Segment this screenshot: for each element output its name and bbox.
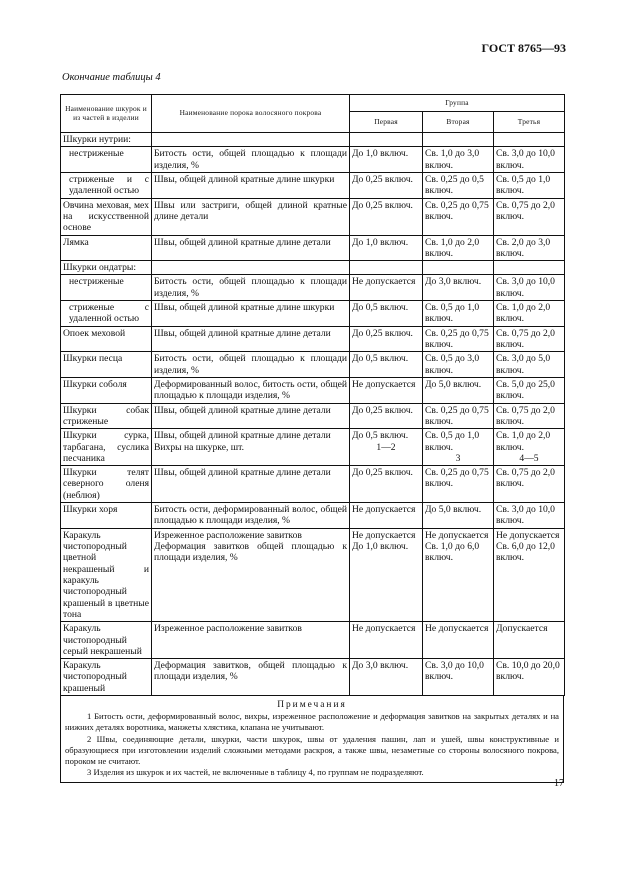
cell-group-second-text: Св. 0,25 до 0,75 включ. (425, 467, 489, 490)
cell-group-second-text: Св. 0,25 до 0,5 включ. (425, 173, 484, 197)
cell-group-second (423, 147, 494, 173)
cell-defect-text: Швы или застриги, общей длиной кратные длине детали (154, 199, 347, 222)
table-row (61, 622, 565, 659)
table-row (61, 275, 565, 301)
cell-part (61, 659, 152, 696)
cell-group-third (494, 172, 565, 198)
cell-group-third (494, 503, 565, 529)
cell-part-text: Шкурки сурка, тарбагана, суслика песчаника (63, 430, 149, 464)
cell-group-third (494, 301, 565, 327)
cell-group-third (494, 133, 565, 147)
cell-group-third (494, 429, 565, 466)
cell-defect (152, 301, 350, 327)
cell-part (61, 133, 152, 147)
cell-group-third (494, 528, 565, 622)
cell-defect-text: Швы, общей длиной кратные длине детали (154, 404, 331, 416)
cell-defect (152, 403, 350, 429)
cell-group-third (494, 377, 565, 403)
cell-group-second-text: Св. 0,5 до 1,0 включ. (425, 430, 480, 453)
cell-part (61, 377, 152, 403)
cell-group-second-text: До 5,0 включ. (425, 378, 482, 390)
cell-group-first (350, 466, 423, 503)
cell-group-second (423, 261, 494, 275)
cell-group-first (350, 172, 423, 198)
cell-group-third-text: Св. 0,75 до 2,0 включ. (496, 327, 555, 350)
cell-defect-text: Швы, общей длиной кратные длине детали (154, 327, 331, 339)
cell-group-first (350, 147, 423, 173)
cell-group-first-text: До 1,0 включ. (352, 236, 409, 248)
cell-group-first (350, 352, 423, 378)
cell-group-first-text: До 0,25 включ. (352, 404, 413, 416)
cell-part (61, 528, 152, 622)
note-item: 1 Битость ости, деформированный волос, вихры, изреженное расположение и деформация завитков на закрытых деталях и на нижних деталях воротника, манжеты хлястика, клапана не учитывают. (65, 711, 559, 733)
cell-part (61, 275, 152, 301)
table-row (61, 528, 565, 622)
table-row (61, 326, 565, 352)
cell-defect (152, 133, 350, 147)
cell-group-first (350, 659, 423, 696)
cell-group-first-text: До 1,0 включ. (352, 148, 409, 160)
cell-group-second-text: Св. 0,5 до 3,0 включ. (425, 353, 480, 376)
cell-group-first-text: До 0,25 включ. (352, 173, 413, 185)
cell-group-first-text: До 0,5 включ. (352, 353, 409, 365)
cell-group-first (350, 301, 423, 327)
cell-group-second-text-2: 3 (455, 452, 461, 464)
cell-group-second-text: Св. 3,0 до 10,0 включ. (425, 660, 484, 683)
cell-group-second-text: Св. 1,0 до 3,0 включ. (425, 148, 480, 171)
table-row (61, 172, 565, 198)
cell-defect-text: Битость ости, общей площадью к площади изделия, % (154, 276, 347, 299)
cell-defect-text: Швы, общей длиной кратные длине детали (154, 430, 331, 442)
cell-group-second (423, 275, 494, 301)
cell-defect (152, 466, 350, 503)
cell-defect-text: Швы, общей длиной кратные длине детали (154, 236, 331, 248)
cell-part-text: Шкурки хоря (63, 504, 118, 516)
cell-part (61, 403, 152, 429)
col-header-group: Группа (350, 95, 565, 112)
cell-group-first-text: До 0,25 включ. (352, 199, 413, 211)
cell-group-first (350, 235, 423, 261)
cell-part (61, 235, 152, 261)
cell-defect-text: Швы, общей длиной кратные длине шкурки (154, 173, 335, 185)
cell-defect-text-2: Вихры на шкурке, шт. (154, 441, 245, 453)
cell-group-third-text: Св. 5,0 до 25,0 включ. (496, 378, 555, 402)
cell-part-text: нестриженые (69, 276, 124, 288)
cell-part-text: Шкурки нутрии: (63, 134, 131, 145)
cell-part-text: стриженые и с удаленной остью (69, 173, 149, 197)
cell-defect (152, 429, 350, 466)
cell-defect-text: Изреженное расположение завитков (154, 529, 302, 541)
cell-group-first (350, 326, 423, 352)
page-number: 17 (554, 778, 564, 789)
cell-group-first-text: До 3,0 включ. (352, 660, 409, 672)
table-row (61, 147, 565, 173)
cell-group-first (350, 622, 423, 659)
cell-group-third-text: Св. 1,0 до 2,0 включ. (496, 302, 551, 325)
cell-part-text: Каракуль чистопородный цветной некрашеный и каракуль чистопородный крашеный в цветные тона (63, 529, 149, 620)
cell-group-second (423, 301, 494, 327)
cell-defect (152, 352, 350, 378)
table-row (61, 377, 565, 403)
cell-defect (152, 235, 350, 261)
cell-part-text: Каракуль чистопородный крашеный (63, 660, 127, 694)
cell-defect (152, 172, 350, 198)
cell-part-text: Лямка (63, 236, 89, 248)
cell-group-second (423, 403, 494, 429)
cell-group-third-text: Допускается (496, 623, 548, 635)
cell-group-first (350, 403, 423, 429)
cell-defect-text: Битость ости, общей площадью к площади изделия, % (154, 353, 347, 376)
table-row (61, 659, 565, 696)
cell-group-first-text-2: 1—2 (376, 441, 396, 453)
table-row (61, 429, 565, 466)
cell-group-first (350, 503, 423, 529)
cell-part (61, 198, 152, 235)
cell-group-second-text: До 5,0 включ. (425, 504, 482, 516)
cell-defect-text: Деформированный волос, битость ости, общей площадью к площади изделия, % (154, 378, 347, 402)
cell-group-third (494, 352, 565, 378)
cell-group-first (350, 275, 423, 301)
cell-part-text: стриженые с удаленной остью (69, 302, 149, 325)
cell-defect (152, 147, 350, 173)
cell-group-first-text: До 0,25 включ. (352, 327, 413, 339)
cell-group-third (494, 466, 565, 503)
cell-group-third-text: Св. 10,0 до 20,0 включ. (496, 660, 560, 683)
cell-defect (152, 503, 350, 529)
cell-group-third-text: Св. 3,0 до 10,0 включ. (496, 276, 555, 299)
col-header-part: Наименование шкурок и из частей в изделии (61, 95, 152, 133)
cell-group-second (423, 377, 494, 403)
table-row (61, 466, 565, 503)
notes-block (60, 696, 564, 783)
col-header-second: Вторая (423, 112, 494, 133)
cell-group-first (350, 133, 423, 147)
col-header-third: Третья (494, 112, 565, 133)
table-row (61, 352, 565, 378)
cell-group-second (423, 172, 494, 198)
cell-group-third (494, 147, 565, 173)
cell-defect-text: Швы, общей длиной кратные длине шкурки (154, 302, 335, 314)
cell-defect (152, 659, 350, 696)
cell-group-third (494, 261, 565, 275)
cell-group-third-text-2: Св. 6,0 до 12,0 включ. (496, 541, 555, 564)
cell-part-text: нестриженые (69, 148, 124, 160)
cell-defect (152, 377, 350, 403)
cell-part (61, 147, 152, 173)
cell-group-first-text: До 0,5 включ. (352, 302, 409, 314)
table-row (61, 403, 565, 429)
cell-group-first-text: Не допускается (352, 529, 416, 541)
cell-group-second-text: До 3,0 включ. (425, 276, 482, 288)
cell-group-third-text: Св. 3,0 до 5,0 включ. (496, 353, 551, 376)
cell-group-first-text: Не допускается (352, 623, 416, 635)
cell-part (61, 429, 152, 466)
table-body (61, 133, 565, 696)
defects-table (60, 94, 565, 696)
cell-group-third (494, 326, 565, 352)
cell-group-third (494, 275, 565, 301)
cell-group-second (423, 198, 494, 235)
cell-part-text: Шкурки собак стриженые (63, 404, 149, 427)
cell-defect-text: Деформация завитков, общей площадью к площади изделия, % (154, 660, 347, 683)
cell-defect (152, 622, 350, 659)
cell-group-second (423, 503, 494, 529)
cell-group-second (423, 235, 494, 261)
cell-group-third-text: Св. 3,0 до 10,0 включ. (496, 504, 555, 527)
cell-group-second-text: Св. 0,25 до 0,75 включ. (425, 404, 489, 427)
cell-part-text: Овчина меховая, мех на искусственной основе (63, 199, 149, 234)
cell-group-second (423, 133, 494, 147)
cell-group-second-text: Св. 0,25 до 0,75 включ. (425, 327, 489, 350)
table-row (61, 133, 565, 147)
cell-group-third (494, 659, 565, 696)
cell-group-second (423, 352, 494, 378)
cell-part (61, 301, 152, 327)
note-item: 2 Швы, соединяющие детали, шкурки, части шкурок, швы от удаления пашин, лап и ушей, швы конструктивные и образующиеся при изготовлении изделий сложными методами раскроя, а также швы, незаметные со стороны волосяного покрова, пороком не считают. (65, 733, 559, 766)
table-row (61, 198, 565, 235)
cell-group-third (494, 235, 565, 261)
cell-group-first-text: До 0,25 включ. (352, 467, 413, 479)
cell-group-second-text: Св. 1,0 до 2,0 включ. (425, 236, 480, 259)
cell-part-text: Шкурки телят северного оленя (неблюя) (63, 467, 149, 501)
cell-part (61, 352, 152, 378)
table-row (61, 301, 565, 327)
cell-group-first (350, 377, 423, 403)
cell-part (61, 261, 152, 275)
cell-part (61, 326, 152, 352)
cell-group-second-text: Не допускается (425, 623, 489, 635)
cell-group-third (494, 198, 565, 235)
cell-group-second (423, 622, 494, 659)
cell-part (61, 466, 152, 503)
cell-group-second (423, 528, 494, 622)
cell-group-third-text: Св. 2,0 до 3,0 включ. (496, 236, 551, 259)
cell-part (61, 503, 152, 529)
cell-part-text: Каракуль чистопородный серый некрашеный (63, 623, 142, 657)
cell-defect (152, 198, 350, 235)
cell-group-third (494, 403, 565, 429)
cell-group-second-text: Св. 0,5 до 1,0 включ. (425, 302, 480, 325)
cell-group-third (494, 622, 565, 659)
notes-title: Примечания (277, 700, 347, 710)
cell-part-text: Шкурки песца (63, 353, 123, 365)
cell-defect-text: Битость ости, деформированный волос, общей площадью к площади изделия, % (154, 504, 347, 527)
cell-group-third-text: Св. 0,75 до 2,0 включ. (496, 404, 555, 427)
cell-group-first-text: Не допускается (352, 276, 416, 288)
table-row (61, 503, 565, 529)
cell-defect-text-2: Деформация завитков общей площадью к площади изделия, % (154, 541, 347, 564)
col-header-defect: Наименование порока волосяного покрова (152, 95, 350, 133)
note-item: 3 Изделия из шкурок и их частей, не включенные в таблицу 4, по группам не подразделяют. (87, 767, 424, 778)
cell-group-first (350, 261, 423, 275)
cell-group-third-text: Св. 0,5 до 1,0 включ. (496, 173, 551, 197)
cell-defect (152, 275, 350, 301)
cell-group-third-text: Св. 1,0 до 2,0 включ. (496, 430, 551, 453)
cell-part-text: Шкурки ондатры: (63, 262, 137, 274)
cell-part (61, 622, 152, 659)
cell-part (61, 172, 152, 198)
cell-group-third-text: Св. 3,0 до 10,0 включ. (496, 148, 555, 171)
cell-group-first (350, 528, 423, 622)
cell-group-first-text: Не допускается (352, 378, 416, 390)
cell-group-second (423, 326, 494, 352)
cell-group-third-text: Не допускается (496, 529, 560, 541)
cell-defect (152, 261, 350, 275)
cell-defect-text: Изреженное расположение завитков (154, 623, 302, 635)
cell-group-third-text: Св. 0,75 до 2,0 включ. (496, 467, 555, 490)
cell-group-first (350, 429, 423, 466)
table-row (61, 235, 565, 261)
standard-number: ГОСТ 8765—93 (481, 41, 566, 55)
cell-part-text: Шкурки соболя (63, 378, 127, 390)
cell-group-second (423, 659, 494, 696)
cell-group-second-text-2: Св. 1,0 до 6,0 включ. (425, 541, 480, 564)
table-caption: Окончание таблицы 4 (62, 72, 161, 83)
cell-defect (152, 326, 350, 352)
cell-group-third-text: Св. 0,75 до 2,0 включ. (496, 199, 555, 222)
cell-group-second (423, 466, 494, 503)
cell-group-first-text-2: До 1,0 включ. (352, 541, 409, 552)
cell-group-second (423, 429, 494, 466)
cell-group-first (350, 198, 423, 235)
cell-defect-text: Швы, общей длиной кратные длине детали (154, 467, 331, 479)
cell-defect-text: Битость ости, общей площадью к площади изделия, % (154, 148, 347, 171)
table-row (61, 261, 565, 275)
cell-group-first-text: Не допускается (352, 504, 416, 516)
cell-group-second-text: Не допускается (425, 529, 489, 541)
cell-group-second-text: Св. 0,25 до 0,75 включ. (425, 199, 489, 222)
cell-group-first-text: До 0,5 включ. (352, 430, 409, 442)
col-header-first: Первая (350, 112, 423, 133)
cell-part-text: Опоек меховой (63, 327, 126, 339)
cell-group-third-text-2: 4—5 (519, 452, 539, 464)
cell-defect (152, 528, 350, 622)
